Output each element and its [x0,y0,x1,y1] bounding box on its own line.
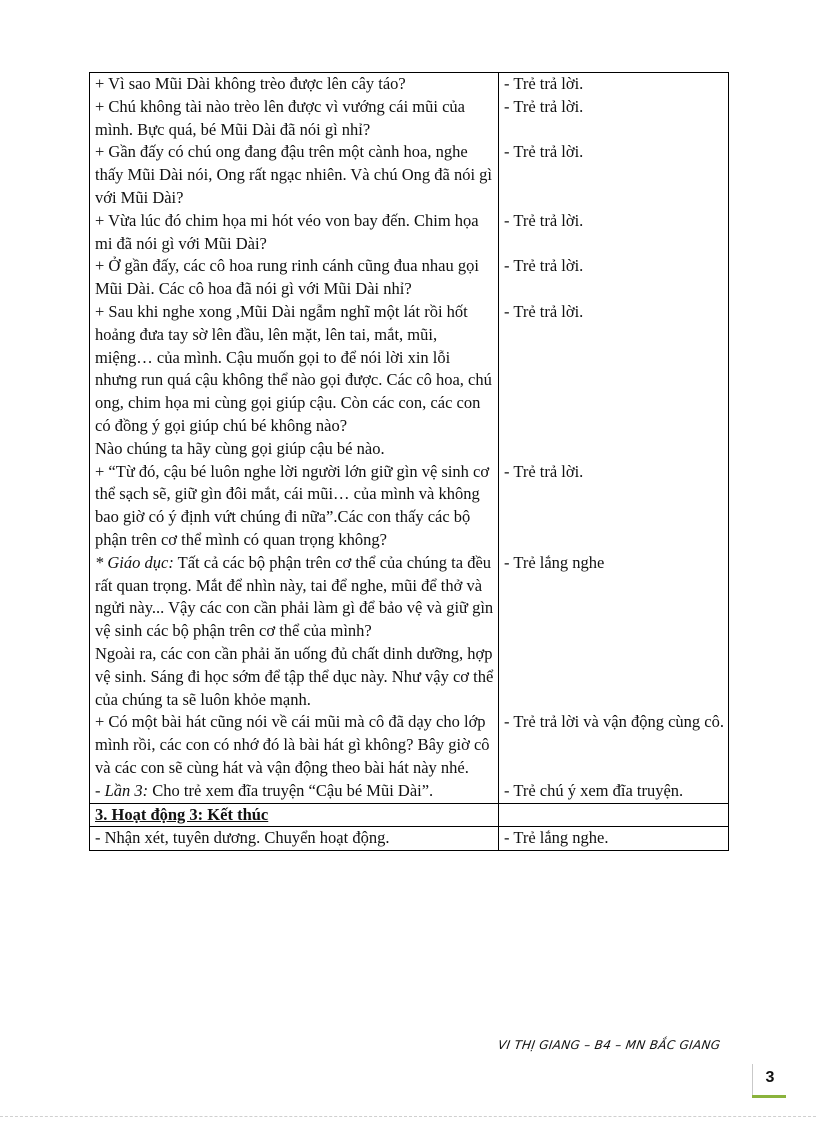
table-row [90,780,729,803]
page-number-underline [752,1095,786,1098]
table-row [90,255,729,301]
teacher-activity: + Gần đấy có chú ong đang đậu trên một cành hoa, nghe thấy Mũi Dài nói, Ong rất ngạc nhiên. Và chú Ong đã nói gì với Mũi Dài? [90,141,499,209]
teacher-activity: Nào chúng ta hãy cùng gọi giúp cậu bé nào. [90,438,499,461]
table-row [90,552,729,643]
education-text: Tất cả các bộ phận trên cơ thể của chúng ta đều rất quan trọng. Mắt để nhìn này, tai để nghe, mũi để thở và ngửi này... Vậy các con cần phải làm gì để bảo vệ và giữ gìn vệ sinh các bộ phận trên cơ thể của mình? [95,552,494,641]
lesson-table [89,72,729,851]
round-text: Cho trẻ xem đĩa truyện “Cậu bé Mũi Dài”. [148,780,434,800]
child-activity [499,643,729,711]
child-activity: - Trẻ trả lời. [499,461,729,552]
child-activity: - Trẻ lắng nghe. [499,827,729,851]
child-activity: - Trẻ trả lời. [499,141,729,209]
teacher-activity: Ngoài ra, các con cần phải ăn uống đủ chất dinh dưỡng, hợp vệ sinh. Sáng đi học sớm để tập thể dục này. Như vậy cơ thể của chúng ta sẽ luôn khỏe mạnh. [90,643,499,711]
section-heading-row [90,803,729,827]
page-bottom-divider [0,1116,816,1117]
teacher-activity: + Vừa lúc đó chim họa mi hót véo von bay đến. Chim họa mi đã nói gì với Mũi Dài? [90,210,499,256]
table-row [90,210,729,256]
child-activity: - Trẻ trả lời. [499,210,729,256]
table-row [90,141,729,209]
table-row [90,643,729,711]
section-title: 3. Hoạt động 3: Kết thúc [90,803,499,827]
child-activity: - Trẻ trả lời. [499,301,729,438]
child-activity: - Trẻ trả lời. [499,255,729,301]
teacher-activity: + Vì sao Mũi Dài không trèo được lên cây táo? [90,73,499,96]
page-number: 3 [752,1064,787,1096]
teacher-activity: + Ở gần đấy, các cô hoa rung rinh cánh cũng đua nhau gọi Mũi Dài. Các cô hoa đã nói gì với Mũi Dài nhỉ? [90,255,499,301]
teacher-activity: + Sau khi nghe xong ,Mũi Dài ngẫm nghĩ một lát rồi hốt hoảng đưa tay sờ lên đầu, lên mặt, lên tai, mắt, mũi, miệng… của mình. Cậu muốn gọi to để nói lời xin lỗi nhưng run quá cậu không thể nào gọi được. Các cô hoa, chú ong, chim họa mi cùng gọi giúp cậu. Còn các con, các con có đồng ý gọi giúp chú bé không nào? [90,301,499,438]
teacher-activity: + Chú không tài nào trèo lên được vì vướng cái mũi của mình. Bực quá, bé Mũi Dài đã nói gì nhỉ? [90,96,499,142]
teacher-activity: + “Từ đó, cậu bé luôn nghe lời người lớn giữ gìn vệ sinh cơ thể sạch sẽ, giữ gìn đôi mắt, cái mũi… của mình và không bao giờ có ý định vứt chúng đi nữa”.Các con thấy các bộ phận trên cơ thể mình có quan trọng không? [90,461,499,552]
child-activity: - Trẻ lắng nghe [499,552,729,643]
child-activity: - Trẻ trả lời. [499,96,729,142]
table-row [90,711,729,779]
table-row [90,73,729,96]
teacher-activity [90,780,499,803]
child-activity [499,803,729,827]
child-activity: - Trẻ trả lời và vận động cùng cô. [499,711,729,779]
table-row [90,461,729,552]
education-label: * Giáo dục: [95,552,174,572]
table-row [90,96,729,142]
child-activity: - Trẻ trả lời. [499,73,729,96]
table-row [90,827,729,851]
child-activity: - Trẻ chú ý xem đĩa truyện. [499,780,729,803]
round-label: - Lần 3: [95,780,149,800]
child-activity [499,438,729,461]
table-row [90,301,729,438]
teacher-activity [90,552,499,643]
author-signature: VI THỊ GIANG – B4 – MN BẮC GIANG [496,1038,721,1052]
teacher-activity: + Có một bài hát cũng nói về cái mũi mà cô đã dạy cho lớp mình rồi, các con có nhớ đó là bài hát gì không? Bây giờ cô và các con sẽ cùng hát và vận động theo bài hát này nhé. [90,711,499,779]
teacher-activity: - Nhận xét, tuyên dương. Chuyển hoạt động. [90,827,499,851]
table-row [90,438,729,461]
